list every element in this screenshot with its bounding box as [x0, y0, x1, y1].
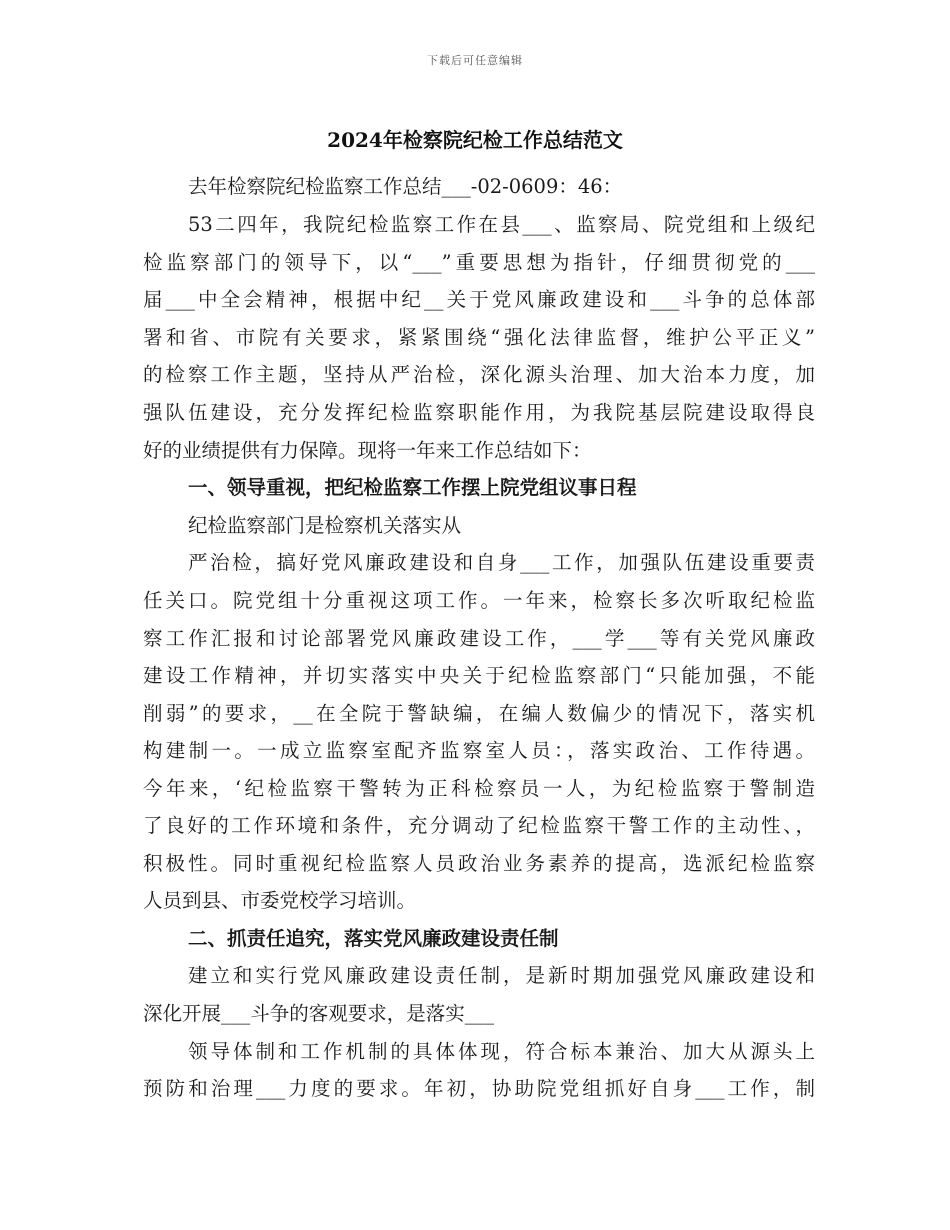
paragraph-line: 去年检察院纪检监察工作总结___-02-0609：46：	[188, 175, 623, 198]
paragraph-line: 今年来，‘纪检监察干警转为正科检察员一人，为纪检监察于警制造	[143, 777, 815, 800]
paragraph-line: 了良好的工作环境和条件，充分调动了纪检监察干警工作的主动性、，	[143, 814, 815, 837]
paragraph-line: 53二四年，我院纪检监察工作在县___、监察局、院党组和上级纪	[188, 213, 815, 236]
paragraph-line: 检监察部门的领导下，以“___”重要思想为指针，仔细贯彻党的___	[143, 251, 815, 274]
paragraph-line: 建立和实行党风廉政建设责任制，是新时期加强党风廉政建设和	[188, 964, 815, 987]
paragraph-line: 任关口。院党组十分重视这项工作。一年来，检察长多次听取纪检监	[143, 589, 815, 612]
paragraph-line: 深化开展___斗争的客观要求，是落实___	[143, 1002, 495, 1025]
paragraph-line: 署和省、市院有关要求，紧紧围绕“强化法律监督，维护公平正义”	[143, 326, 815, 349]
paragraph-line: 强队伍建设，充分发挥纪检监察职能作用，为我院基层院建设取得良	[143, 401, 815, 424]
paragraph-line: 好的业绩提供有力保障。现将一年来工作总结如下：	[143, 439, 592, 462]
paragraph-line: 人员到县、市委党校学习培训。	[143, 889, 417, 912]
paragraph-line: 届___中全会精神，根据中纪__关于党风廉政建设和___斗争的总体部	[143, 288, 815, 311]
paragraph-line: 预防和治理___力度的要求。年初，协助院党组抓好自身___工作，制	[143, 1077, 815, 1100]
paragraph-line: 构建制一。一成立监察室配齐监察室人员：，落实政治、工作待遇。	[143, 739, 815, 762]
paragraph-line: 的检察工作主题，坚持从严治检，深化源头治理、加大治本力度，加	[143, 363, 815, 386]
section-heading: 二、抓责任追究，落实党风廉政建设责任制	[188, 927, 559, 950]
paragraph-line: 严治检，搞好党风廉政建设和自身___工作，加强队伍建设重要责	[188, 551, 815, 574]
document-title: 2024年检察院纪检工作总结范文	[327, 128, 623, 152]
header-note: 下载后可任意编辑	[427, 54, 523, 67]
section-heading: 一、领导重视，把纪检监察工作摆上院党组议事日程	[188, 476, 637, 499]
paragraph-line: 纪检监察部门是检察机关落实从	[188, 514, 462, 537]
paragraph-line: 积极性。同时重视纪检监察人员政治业务素养的提高，选派纪检监察	[143, 852, 815, 875]
paragraph-line: 削弱”的要求，__在全院于警缺编，在编人数偏少的情况下，落实机	[143, 702, 815, 725]
paragraph-line: 察工作汇报和讨论部署党风廉政建设工作，___学___等有关党风廉政	[143, 627, 815, 650]
paragraph-line: 建设工作精神，并切实落实中央关于纪检监察部门“只能加强，不能	[143, 664, 815, 687]
paragraph-line: 领导体制和工作机制的具体体现，符合标本兼治、加大从源头上	[188, 1040, 815, 1063]
